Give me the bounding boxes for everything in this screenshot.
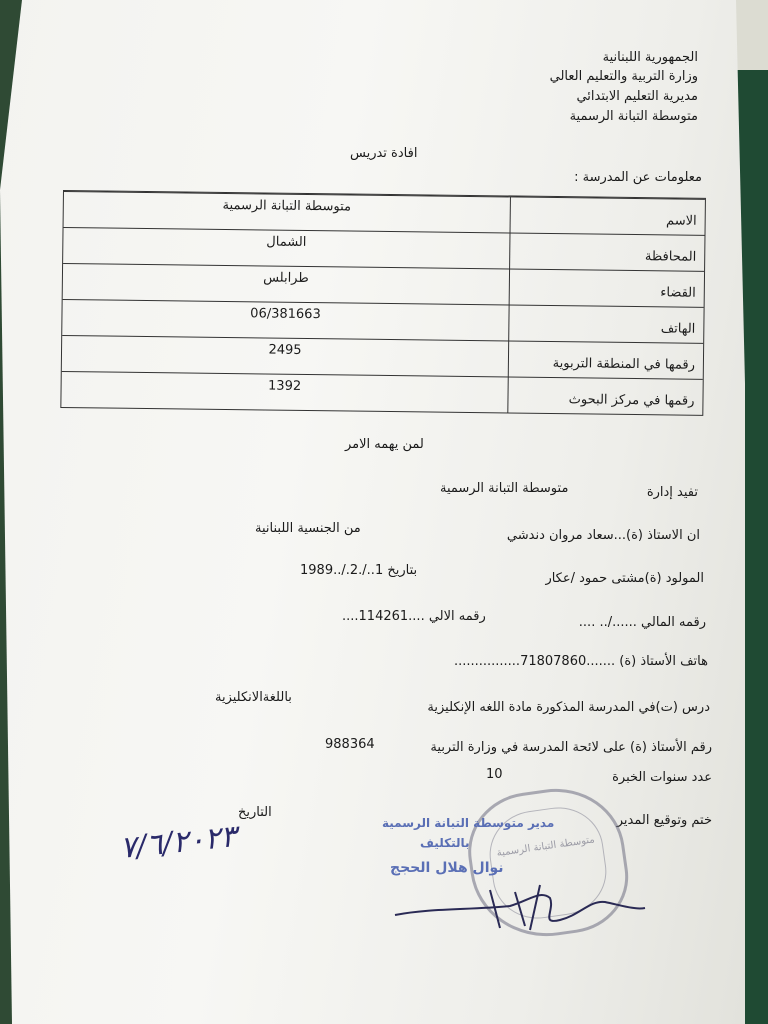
seal-text: متوسطة التبانة الرسمية [496, 834, 596, 859]
body-line1-label: تفيد إدارة [646, 485, 698, 500]
header-line-2: وزارة التربية والتعليم العالي [549, 69, 698, 84]
body-line8-value: 10 [486, 767, 503, 782]
row-value: طرابلس [263, 270, 309, 287]
body-line5: هاتف الأستاذ (ة) .......71807860................ [453, 654, 708, 669]
body-line8-label: عدد سنوات الخبرة [612, 770, 712, 785]
body-line6-value: باللغةالانكليزية [215, 690, 292, 705]
stamp-line-1: مدير متوسطة التبانة الرسمية [382, 816, 555, 830]
row-label: المحافظة [644, 249, 697, 265]
body-line4-label: رقمه المالي ....../.. .... [578, 615, 706, 630]
body-line6-label: درس (ت)في المدرسة المذكورة مادة اللغه الإنكليزية [427, 700, 710, 715]
row-label: رقمها في مركز البحوث [568, 392, 695, 409]
to-whom-heading: لمن يهمه الامر [345, 437, 424, 452]
body-line3-value: بتاريخ 1../.2./..1989 [300, 563, 418, 578]
row-label: الاسم [665, 213, 697, 229]
body-line7-label: رقم الأستاذ (ة) على لائحة المدرسة في وزارة التربية [430, 740, 712, 755]
stamp-line-3: نوال هلال الحجج [390, 860, 504, 876]
row-value: 06/381663 [250, 306, 321, 323]
header-line-4: متوسطة التبانة الرسمية [569, 109, 698, 124]
header-line-1: الجمهورية اللبنانية [602, 50, 698, 65]
table-row [61, 371, 702, 416]
body-line3-label: المولود (ة)مشتى حمود /عكار [545, 571, 704, 586]
document-title: افادة تدريس [350, 146, 418, 161]
date-label: التاريخ [238, 805, 272, 820]
row-value: الشمال [266, 234, 307, 250]
row-value: 1392 [267, 378, 302, 394]
handwritten-date: ٧/٦/٢٠٢٣ [118, 818, 239, 867]
row-value: 2495 [268, 342, 302, 358]
row-label: رقمها في المنطقة التربوية [552, 355, 695, 373]
body-line7-value: 988364 [325, 737, 375, 752]
body-line2-label: ان الاستاذ (ة)...سعاد مروان دندشي [506, 528, 700, 543]
body-line4-value: رقمه الالي ....114261.... [342, 609, 486, 624]
row-label: القضاء [660, 285, 696, 301]
body-line1-value: متوسطة التبانة الرسمية [440, 481, 569, 496]
signature-scribble [390, 880, 650, 940]
school-info-table [60, 190, 706, 416]
stamp-line-2: بالتكليف [420, 836, 470, 850]
row-label: الهاتف [660, 321, 696, 337]
row-value: متوسطة التبانة الرسمية [222, 197, 352, 215]
body-line2-value: من الجنسية اللبنانية [255, 521, 361, 536]
header-line-3: مديرية التعليم الابتدائي [576, 89, 698, 104]
school-info-label: معلومات عن المدرسة : [574, 170, 702, 185]
signature-label: ختم وتوقيع المدير [616, 813, 712, 828]
